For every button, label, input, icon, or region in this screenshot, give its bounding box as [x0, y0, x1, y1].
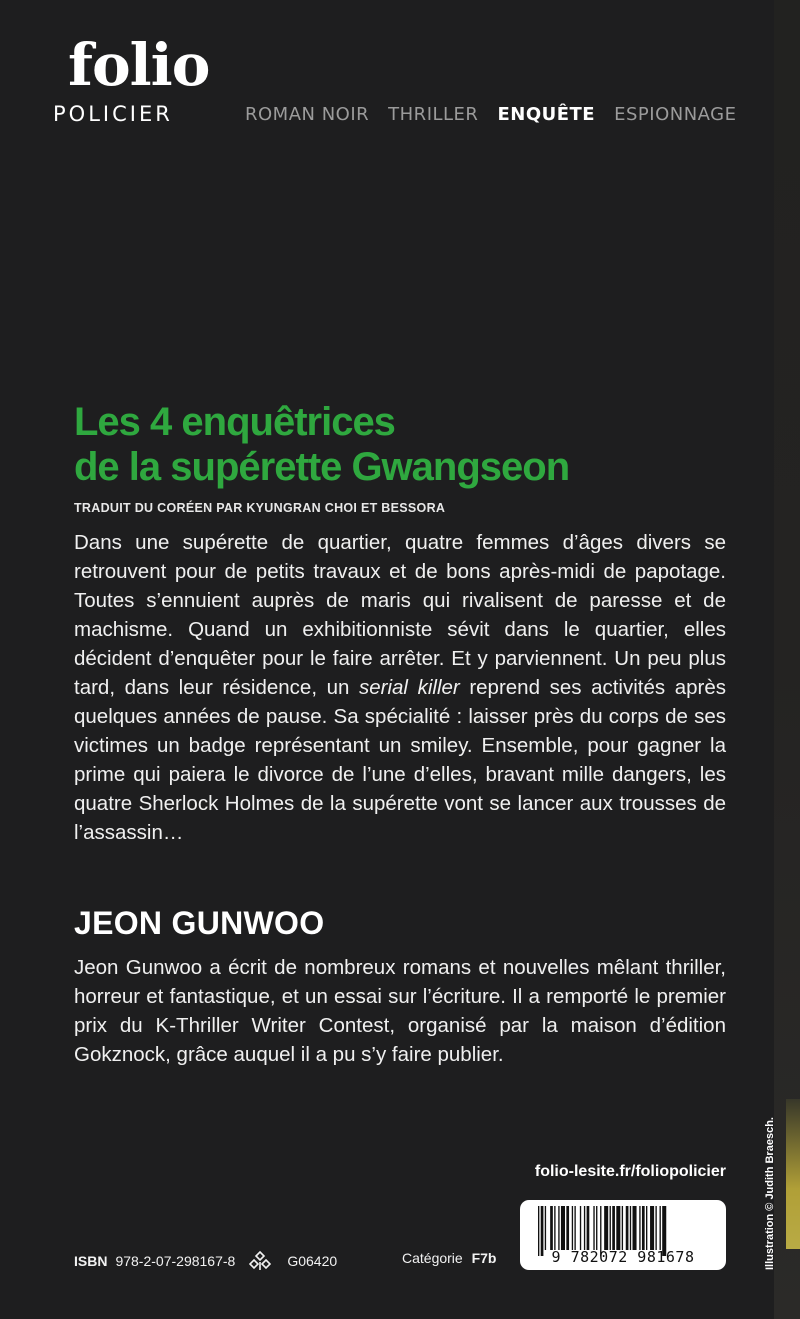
publisher-emblem-icon — [249, 1250, 271, 1272]
barcode-bar — [545, 1206, 546, 1250]
barcode-bar — [593, 1206, 594, 1250]
genre-espionnage: ESPIONNAGE — [614, 104, 737, 125]
author-name: JEON GUNWOO — [74, 905, 325, 941]
barcode — [520, 1200, 726, 1270]
author-bio: Jeon Gunwoo a écrit de nombreux romans et nouvelles mêlant thriller, horreur et fantastique, et un essai sur l’écriture. Il a remporté le premier prix du K-Thriller Writer Contest, organisé par la maison d’édition Gokznock, grâce auquel il a pu s’y faire publier. — [74, 956, 726, 1066]
folio-logo: folio — [68, 31, 210, 99]
barcode-bar — [630, 1206, 631, 1250]
barcode-bar — [660, 1206, 661, 1250]
category — [402, 1250, 496, 1266]
collection-name: POLICIER — [53, 102, 173, 126]
barcode-bar — [655, 1206, 656, 1250]
barcode-bar — [604, 1206, 608, 1250]
book-title-line-2: de la supérette Gwangseon — [74, 445, 570, 489]
summary-part-2: reprend ses activités après quelques années de pause. Sa spécialité : laisser près du corps de ses victimes un badge représentant un smiley. Ensemble, pour gagner la prime qui paiera le divorce de l’une d’elles, bravant mille dangers, les quatre Sherlock Holmes de la supérette vont se lancer aux trousses de l’assassin… — [74, 676, 726, 844]
barcode-bar — [622, 1206, 623, 1250]
barcode-bar — [596, 1206, 597, 1250]
genre-enquete-active: ENQUÊTE — [497, 104, 596, 125]
spine-accent — [786, 1099, 800, 1249]
barcode-bar — [584, 1206, 585, 1250]
summary-part-1: Dans une supérette de quartier, quatre femmes d’âges divers se retrouvent pour de petits travaux et de bons après-midi de papotage. Toutes s’ennuient auprès de maris qui rivalisent de paresse et de machisme. Quand un exhibitionniste sévit dans le quartier, elles décident d’enquêter pour le faire arrêter. Et y parviennent. Un peu plus tard, dans leur résidence, un — [74, 531, 726, 699]
genre-roman-noir: ROMAN NOIR — [245, 104, 370, 125]
isbn-number: 978-2-07-298167-8 — [115, 1253, 236, 1269]
genre-thriller: THRILLER — [388, 104, 479, 125]
barcode-bar — [650, 1206, 654, 1250]
genre-list — [245, 106, 737, 124]
translator-credit: TRADUIT DU CORÉEN PAR KYUNGRAN CHOI ET BESSORA — [74, 501, 446, 515]
barcode-bar — [639, 1206, 640, 1250]
barcode-bar — [558, 1206, 559, 1250]
barcode-bar — [612, 1206, 615, 1250]
barcode-bar — [554, 1206, 555, 1250]
barcode-bar — [550, 1206, 553, 1250]
product-code: G06420 — [287, 1253, 338, 1269]
barcode-bar — [561, 1206, 565, 1250]
barcode-bar — [646, 1206, 647, 1250]
barcode-bar — [580, 1206, 581, 1250]
isbn-row — [74, 1250, 337, 1272]
barcode-bar — [633, 1206, 637, 1250]
summary-italic: serial killer — [359, 676, 460, 699]
book-summary — [74, 528, 726, 847]
category-label: Catégorie — [402, 1250, 463, 1266]
category-value: F7b — [471, 1250, 497, 1266]
barcode-bar — [566, 1206, 569, 1250]
book-title — [74, 400, 569, 490]
barcode-bar — [610, 1206, 611, 1250]
isbn-label: ISBN — [74, 1253, 108, 1269]
illustration-credit: Illustration © Judith Braesch. — [764, 1117, 776, 1270]
website-link[interactable]: folio-lesite.fr/foliopolicier — [534, 1163, 726, 1180]
barcode-bar — [574, 1206, 575, 1250]
book-title-line-1: Les 4 enquêtrices — [74, 400, 395, 444]
barcode-bar — [642, 1206, 645, 1250]
barcode-bar — [572, 1206, 573, 1250]
barcode-bar — [587, 1206, 590, 1250]
barcode-digits: 9 782072 981678 — [551, 1248, 695, 1266]
barcode-bar — [616, 1206, 620, 1250]
barcode-bar — [626, 1206, 629, 1250]
